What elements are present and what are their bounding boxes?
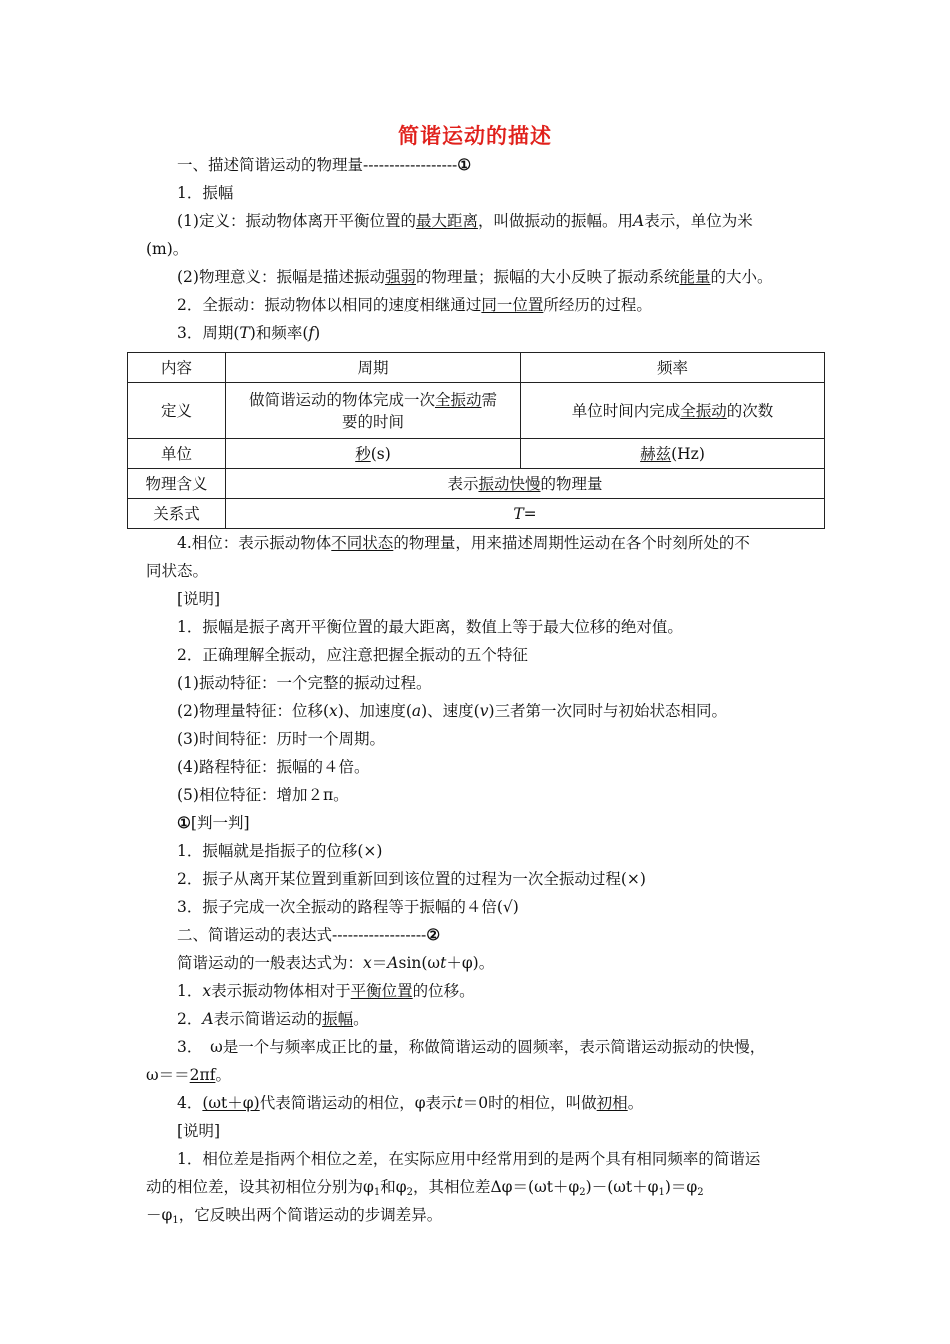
text-run: ，它反映出两个简谐运动的步调差异。 <box>178 1206 443 1224</box>
table-row <box>128 439 825 469</box>
text-run: (s) <box>370 444 391 463</box>
text-run: 的大小。 <box>710 268 773 286</box>
subscript: 2 <box>697 1187 704 1198</box>
text-run: ＝ <box>371 954 388 972</box>
judge-mark: ① <box>177 813 191 832</box>
text-run: (2)物理意义：振幅是描述振动 <box>177 268 385 286</box>
expression-intro <box>177 952 494 974</box>
text-run: 。 <box>353 1010 369 1028</box>
table-row-label: 定义 <box>128 383 226 439</box>
variable: T <box>239 324 250 342</box>
subscript: 2 <box>579 1187 586 1198</box>
expression-item: 3． ω是一个与频率成正比的量，称做简谐运动的圆频率，表示简谐运动振动的快慢， <box>177 1038 766 1056</box>
note-label: [说明] <box>177 1122 221 1140</box>
note-line: 2．正确理解全振动，应注意把握全振动的五个特征 <box>177 646 528 664</box>
text-run: (2)物理量特征：位移( <box>177 702 330 720</box>
text-run: 简谐运动的一般表达式为： <box>177 954 364 972</box>
subscript: 2 <box>406 1187 413 1198</box>
amplitude-definition <box>177 210 753 232</box>
variable: x <box>202 982 212 1000</box>
text-run: 表示，单位为米 <box>644 212 753 230</box>
section1-dashes: ------------------ <box>363 156 458 174</box>
text-run: 。 <box>627 1094 644 1112</box>
text-run: 。 <box>215 1066 231 1084</box>
text-run: 表示 <box>447 474 479 493</box>
phase-definition-cont: 同状态。 <box>146 562 209 580</box>
text-run: 代表简谐运动的相位，φ表示 <box>259 1094 457 1112</box>
table-row <box>128 499 825 529</box>
table-cell <box>226 383 521 439</box>
text-run: )－(ωt＋φ <box>585 1178 659 1196</box>
text-run: 要的时间 <box>341 412 404 431</box>
page-title: 简谐运动的描述 <box>398 124 552 148</box>
note-line <box>177 700 727 722</box>
text-run: 和φ <box>380 1178 407 1196</box>
judge-heading <box>177 812 250 834</box>
section2-heading <box>177 924 440 946</box>
table-row <box>128 383 825 439</box>
expression-item-cont <box>146 1064 231 1086</box>
table-row <box>128 353 825 383</box>
amplitude-meaning <box>177 266 773 288</box>
variable: t <box>440 954 447 972</box>
text-run: 的物理量，用来描述周期性运动在各个时刻所处的不 <box>393 534 750 552</box>
blank-answer: 全振动 <box>434 390 482 409</box>
text-run: 1． <box>177 982 203 1000</box>
text-run: 4.相位：表示振动物体 <box>177 534 332 552</box>
table-cell <box>226 499 825 529</box>
text-run: ，其相位差Δφ＝(ωt＋φ <box>412 1178 580 1196</box>
variable: x <box>363 954 372 972</box>
blank-answer: 最大距离 <box>415 212 478 230</box>
text-run: (Hz) <box>671 444 705 463</box>
note-line: (3)时间特征：历时一个周期。 <box>177 730 385 748</box>
expression-item <box>177 1008 369 1030</box>
expression-item <box>177 1092 643 1114</box>
text-run: (1)定义：振动物体离开平衡位置的 <box>177 212 416 230</box>
period-frequency-table <box>127 352 825 529</box>
table-row <box>128 469 825 499</box>
variable: v <box>479 702 489 720</box>
variable: x <box>329 702 338 720</box>
blank-answer: 振幅 <box>322 1010 354 1028</box>
text-run: 表示简谐运动的 <box>213 1010 323 1028</box>
text-run: 的次数 <box>726 401 774 420</box>
table-cell <box>521 439 825 469</box>
table-header-cell: 内容 <box>128 353 226 383</box>
note-line: (4)路程特征：振幅的４倍。 <box>177 758 370 776</box>
blank-answer: 同一位置 <box>481 296 544 314</box>
judge-item: 3．振子完成一次全振动的路程等于振幅的４倍(√) <box>177 898 519 916</box>
table-cell <box>226 439 521 469</box>
period-frequency-title <box>177 322 320 344</box>
text-run: ＝0时的相位，叫做 <box>462 1094 597 1112</box>
blank-answer: 赫兹 <box>640 444 672 463</box>
text-run: 3．周期( <box>177 324 240 342</box>
text-run: sin(ω <box>398 954 441 972</box>
note-line: 1．相位差是指两个相位之差，在实际应用中经常用到的是两个具有相同频率的简谐运 <box>177 1150 761 1168</box>
note-line <box>146 1204 442 1232</box>
text-run: 2． <box>177 1010 203 1028</box>
text-run: 需 <box>481 390 498 409</box>
blank-answer: (ωt＋φ) <box>202 1094 260 1112</box>
phase-definition <box>177 532 750 554</box>
text-run: 动的相位差，设其初相位分别为φ <box>146 1178 374 1196</box>
blank-answer: 不同状态 <box>331 534 394 552</box>
text-run: ＋φ)。 <box>446 954 495 972</box>
note-label: [说明] <box>177 590 221 608</box>
note-line: (5)相位特征：增加２π。 <box>177 786 349 804</box>
text-run: ) <box>314 324 321 342</box>
table-row-label: 关系式 <box>128 499 226 529</box>
text-run: )和频率( <box>249 324 309 342</box>
note-line: 1．振幅是振子离开平衡位置的最大距离，数值上等于最大位移的绝对值。 <box>177 618 683 636</box>
blank-answer: 秒 <box>355 444 371 463</box>
text-run: )、加速度( <box>337 702 412 720</box>
blank-answer: 强弱 <box>384 268 416 286</box>
amplitude-title: 1．振幅 <box>177 184 234 202</box>
text-run: )三者第一次同时与初始状态相同。 <box>488 702 728 720</box>
judge-item: 2．振子从离开某位置到重新回到该位置的过程为一次全振动过程(×) <box>177 870 646 888</box>
text-run: 单位时间内完成 <box>571 401 681 420</box>
section1-heading-text: 一、描述简谐运动的物理量 <box>177 156 364 174</box>
variable: f <box>308 324 315 342</box>
table-header-cell: 频率 <box>521 353 825 383</box>
blank-answer: 振动快慢 <box>478 474 541 493</box>
text-run: 所经历的过程。 <box>543 296 652 314</box>
subscript: 1 <box>658 1187 665 1198</box>
section2-heading-text: 二、简谐运动的表达式 <box>177 926 333 944</box>
section2-dashes: ------------------ <box>332 926 427 944</box>
judge-item: 1．振幅就是指振子的位移(×) <box>177 842 383 860</box>
variable: t <box>456 1094 463 1112</box>
text-run: 2．全振动：振动物体以相同的速度相继通过 <box>177 296 482 314</box>
text-run: )＝φ <box>664 1178 698 1196</box>
subscript: 1 <box>172 1215 179 1226</box>
table-row-label: 单位 <box>128 439 226 469</box>
table-row-label: 物理含义 <box>128 469 226 499</box>
variable: a <box>411 702 422 720</box>
text-run: ，叫做振动的振幅。用 <box>477 212 633 230</box>
variable: A <box>202 1010 214 1028</box>
expression-item <box>177 980 475 1002</box>
text-run: 的物理量 <box>540 474 603 493</box>
text-run: 4． <box>177 1094 203 1112</box>
text-run: )、速度( <box>421 702 480 720</box>
note-line <box>146 1176 704 1204</box>
variable: A <box>387 954 399 972</box>
variable: A <box>633 212 645 230</box>
text-run: 做简谐运动的物体完成一次 <box>248 390 435 409</box>
table-cell <box>226 469 825 499</box>
blank-answer: 全振动 <box>680 401 727 420</box>
subscript: 1 <box>373 1187 381 1198</box>
table-cell <box>521 383 825 439</box>
judge-label: [判一判] <box>190 814 250 832</box>
note-line: (1)振动特征：一个完整的振动过程。 <box>177 674 432 692</box>
text-run: 的物理量；振幅的大小反映了振动系统 <box>415 268 680 286</box>
section2-mark: ② <box>426 925 441 944</box>
full-vibration-def <box>177 294 652 316</box>
blank-answer: 初相 <box>596 1094 628 1112</box>
text-run: 的位移。 <box>412 982 475 1000</box>
formula: T= <box>513 504 537 523</box>
blank-answer: 平衡位置 <box>350 982 413 1000</box>
table-header-cell: 周期 <box>226 353 521 383</box>
text-run: 表示振动物体相对于 <box>211 982 351 1000</box>
text-run: －φ <box>146 1206 173 1224</box>
section1-heading <box>177 154 471 176</box>
text-run: ω＝＝ <box>146 1066 190 1084</box>
section1-mark: ① <box>457 155 472 174</box>
blank-answer: 2πf <box>189 1066 216 1084</box>
amplitude-definition-cont: (m)。 <box>146 240 189 258</box>
blank-answer: 能量 <box>679 268 711 286</box>
